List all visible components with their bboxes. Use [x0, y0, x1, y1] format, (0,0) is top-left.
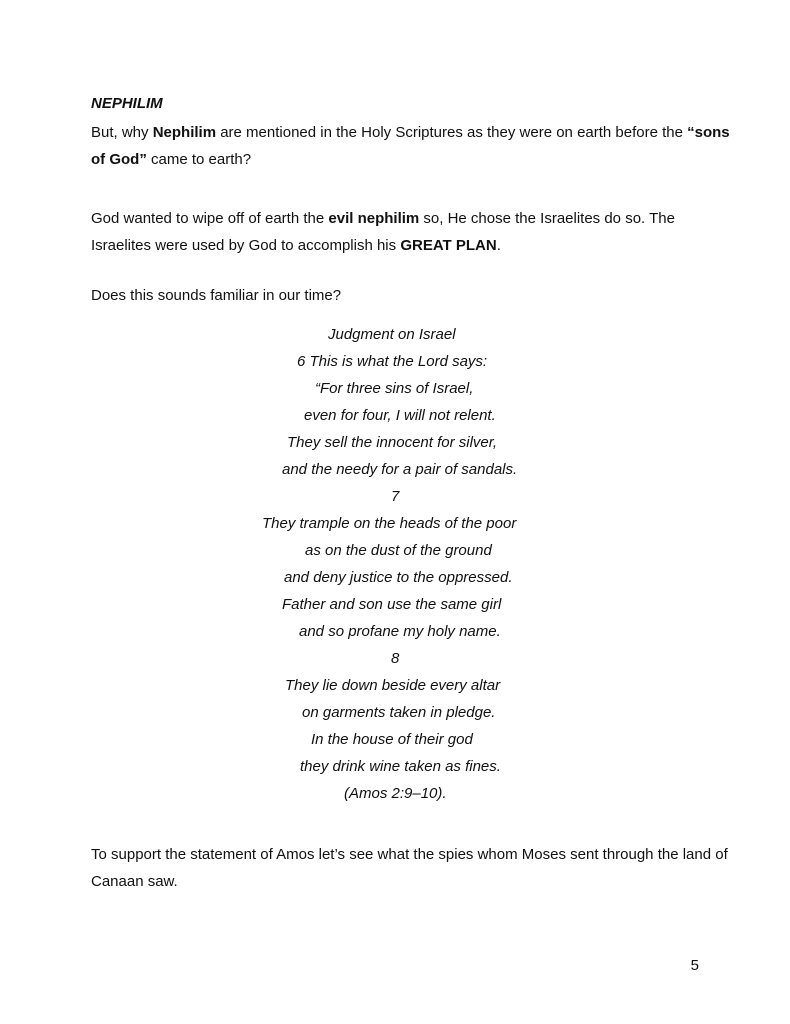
verse-line: on garments taken in pledge. [302, 704, 496, 721]
verse-line: even for four, I will not relent. [304, 407, 496, 424]
section-heading: NEPHILIM [91, 95, 163, 112]
bold-term-great-plan: GREAT PLAN [400, 237, 497, 254]
text-run: But, why [91, 124, 153, 141]
bold-term-nephilim: Nephilim [152, 124, 217, 141]
verse-line: they drink wine taken as fines. [300, 758, 501, 775]
verse-reference: (Amos 2:9–10). [344, 785, 447, 802]
text-run: came to earth? [146, 151, 252, 168]
verse-line: In the house of their god [311, 731, 473, 748]
verse-line: They lie down beside every altar [285, 677, 501, 694]
verse-line: They trample on the heads of the poor [262, 515, 517, 532]
paragraph-spies: To support the statement of Amos let’s see what the spies whom Moses sent through the land of Canaan saw. [91, 846, 728, 890]
verse-line: Judgment on Israel [328, 326, 456, 343]
bold-term-evil-nephilim: evil nephilim [328, 210, 420, 227]
verse-line: 6 This is what the Lord says: [297, 353, 488, 370]
verse-line: 8 [391, 650, 400, 667]
text-run: are mentioned in the Holy Scriptures as they were on earth before the [216, 124, 688, 141]
text-run: . [496, 237, 501, 254]
verse-line: as on the dust of the ground [305, 542, 492, 559]
verse-line: and the needy for a pair of sandals. [282, 461, 518, 478]
verse-line: “For three sins of Israel, [315, 380, 474, 397]
verse-line: Father and son use the same girl [282, 596, 502, 613]
verse-line: and deny justice to the oppressed. [284, 569, 513, 586]
page-number: 5 [690, 957, 699, 974]
paragraph-nephilim-question [91, 119, 731, 173]
verse-line: and so profane my holy name. [299, 623, 501, 640]
verse-line: 7 [391, 488, 400, 505]
bold-term-sons-of-god: “sons of God” [91, 124, 730, 168]
paragraph-great-plan [91, 205, 731, 259]
text-run: so, He chose the Israelites do so. The Israelites were used by God to accomplish his [91, 210, 675, 254]
paragraph-familiar-question: Does this sounds familiar in our time? [91, 287, 342, 304]
text-run: God wanted to wipe off of earth the [91, 210, 329, 227]
verse-line: They sell the innocent for silver, [287, 434, 498, 451]
